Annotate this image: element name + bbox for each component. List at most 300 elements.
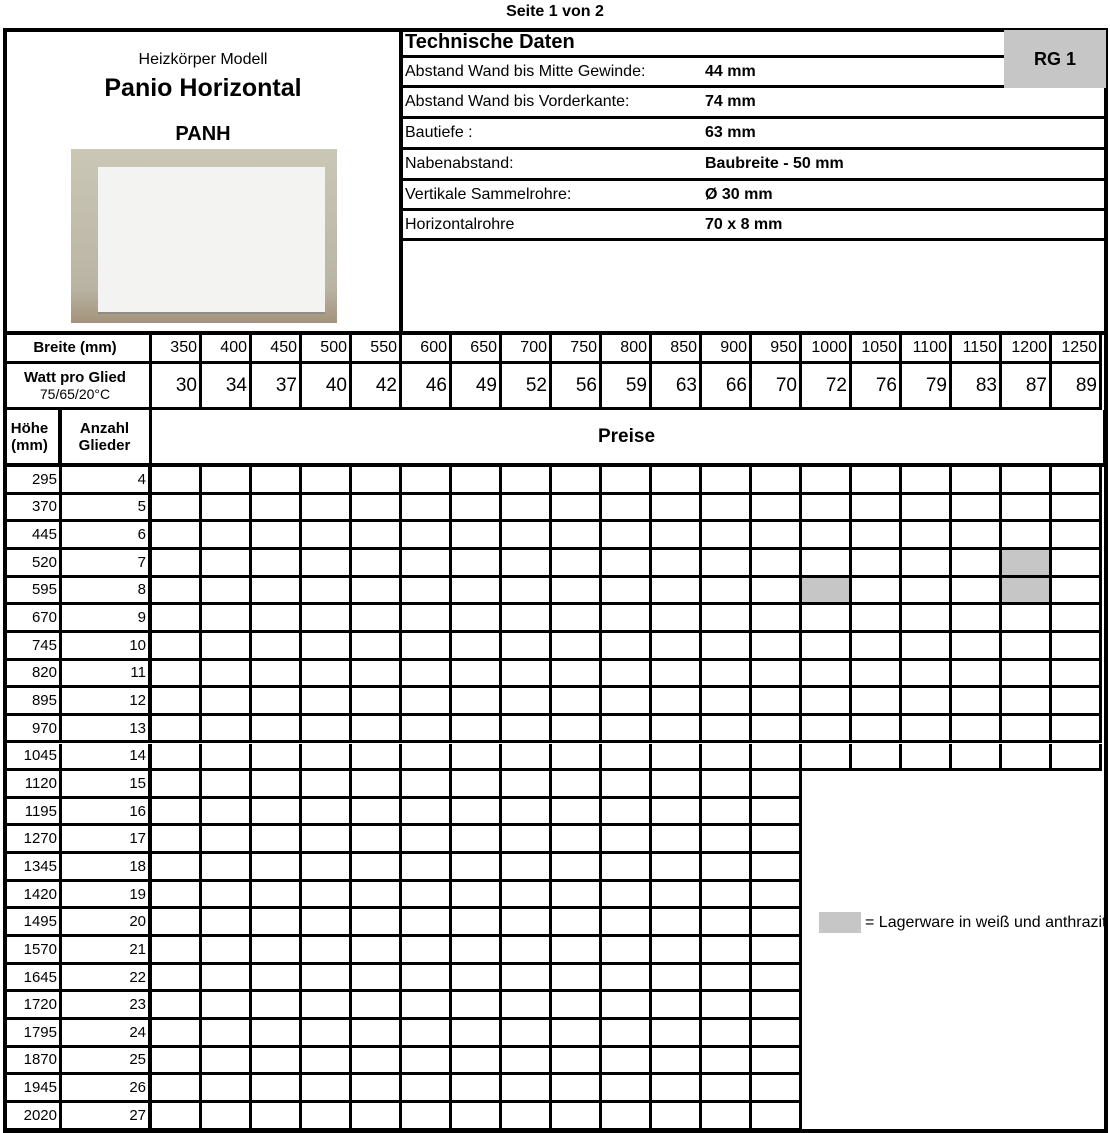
price-cell[interactable] — [802, 688, 852, 716]
price-cell[interactable] — [302, 909, 352, 937]
price-cell[interactable] — [752, 909, 802, 937]
price-cell[interactable] — [302, 882, 352, 910]
price-cell[interactable] — [352, 854, 402, 882]
price-cell[interactable] — [352, 550, 402, 578]
price-cell[interactable] — [902, 550, 952, 578]
price-cell[interactable] — [502, 1048, 552, 1076]
price-cell[interactable] — [702, 495, 752, 523]
price-cell[interactable] — [1002, 661, 1052, 689]
price-cell[interactable] — [552, 826, 602, 854]
price-cell[interactable] — [252, 495, 302, 523]
price-cell[interactable] — [752, 522, 802, 550]
price-cell[interactable] — [752, 605, 802, 633]
price-cell[interactable] — [252, 1048, 302, 1076]
price-cell[interactable] — [752, 882, 802, 910]
price-cell[interactable] — [502, 467, 552, 495]
price-cell[interactable] — [852, 633, 902, 661]
price-cell[interactable] — [402, 937, 452, 965]
price-cell[interactable] — [202, 467, 252, 495]
price-cell[interactable] — [452, 495, 502, 523]
price-cell[interactable] — [502, 854, 552, 882]
price-cell[interactable] — [602, 937, 652, 965]
price-cell[interactable] — [352, 1075, 402, 1103]
price-cell[interactable] — [652, 716, 702, 744]
price-cell[interactable] — [402, 771, 452, 799]
price-cell[interactable] — [952, 578, 1002, 606]
price-cell[interactable] — [752, 771, 802, 799]
price-cell[interactable] — [552, 744, 602, 772]
price-cell[interactable] — [152, 744, 202, 772]
price-cell[interactable] — [502, 1103, 552, 1131]
price-cell[interactable] — [502, 909, 552, 937]
price-cell[interactable] — [152, 578, 202, 606]
price-cell[interactable] — [252, 854, 302, 882]
price-cell[interactable] — [302, 799, 352, 827]
price-cell[interactable] — [352, 522, 402, 550]
price-cell[interactable] — [752, 1048, 802, 1076]
price-cell[interactable] — [502, 495, 552, 523]
price-cell[interactable] — [502, 578, 552, 606]
price-cell[interactable] — [702, 605, 752, 633]
price-cell[interactable] — [402, 826, 452, 854]
price-cell[interactable] — [302, 965, 352, 993]
price-cell[interactable] — [402, 550, 452, 578]
price-cell[interactable] — [252, 467, 302, 495]
price-cell[interactable] — [602, 1020, 652, 1048]
price-cell[interactable] — [702, 522, 752, 550]
price-cell[interactable] — [152, 882, 202, 910]
price-cell[interactable] — [552, 1103, 602, 1131]
price-cell[interactable] — [652, 522, 702, 550]
price-cell[interactable] — [552, 661, 602, 689]
price-cell[interactable] — [1052, 495, 1102, 523]
price-cell[interactable] — [752, 716, 802, 744]
price-cell[interactable] — [202, 854, 252, 882]
price-cell[interactable] — [702, 799, 752, 827]
price-cell[interactable] — [152, 467, 202, 495]
price-cell[interactable] — [252, 716, 302, 744]
price-cell[interactable] — [452, 965, 502, 993]
price-cell[interactable] — [352, 495, 402, 523]
price-cell[interactable] — [352, 937, 402, 965]
price-cell[interactable] — [902, 578, 952, 606]
price-cell[interactable] — [702, 1103, 752, 1131]
price-cell[interactable] — [202, 550, 252, 578]
price-cell[interactable] — [802, 578, 852, 606]
price-cell[interactable] — [802, 495, 852, 523]
price-cell[interactable] — [1052, 550, 1102, 578]
price-cell[interactable] — [602, 467, 652, 495]
price-cell[interactable] — [202, 578, 252, 606]
price-cell[interactable] — [452, 799, 502, 827]
price-cell[interactable] — [352, 688, 402, 716]
price-cell[interactable] — [1002, 467, 1052, 495]
price-cell[interactable] — [552, 716, 602, 744]
price-cell[interactable] — [602, 661, 652, 689]
price-cell[interactable] — [952, 744, 1002, 772]
price-cell[interactable] — [452, 605, 502, 633]
price-cell[interactable] — [752, 992, 802, 1020]
price-cell[interactable] — [452, 882, 502, 910]
price-cell[interactable] — [452, 1075, 502, 1103]
price-cell[interactable] — [702, 661, 752, 689]
price-cell[interactable] — [402, 744, 452, 772]
price-cell[interactable] — [902, 716, 952, 744]
price-cell[interactable] — [252, 688, 302, 716]
price-cell[interactable] — [602, 771, 652, 799]
price-cell[interactable] — [752, 633, 802, 661]
price-cell[interactable] — [302, 661, 352, 689]
price-cell[interactable] — [402, 1103, 452, 1131]
price-cell[interactable] — [402, 661, 452, 689]
price-cell[interactable] — [352, 1103, 402, 1131]
price-cell[interactable] — [902, 522, 952, 550]
price-cell[interactable] — [652, 937, 702, 965]
price-cell[interactable] — [502, 744, 552, 772]
price-cell[interactable] — [852, 578, 902, 606]
price-cell[interactable] — [652, 882, 702, 910]
price-cell[interactable] — [802, 605, 852, 633]
price-cell[interactable] — [652, 633, 702, 661]
price-cell[interactable] — [852, 550, 902, 578]
price-cell[interactable] — [202, 1103, 252, 1131]
price-cell[interactable] — [902, 744, 952, 772]
price-cell[interactable] — [752, 578, 802, 606]
price-cell[interactable] — [152, 826, 202, 854]
price-cell[interactable] — [802, 522, 852, 550]
price-cell[interactable] — [502, 826, 552, 854]
price-cell[interactable] — [352, 826, 402, 854]
price-cell[interactable] — [502, 1075, 552, 1103]
price-cell[interactable] — [852, 716, 902, 744]
price-cell[interactable] — [202, 1048, 252, 1076]
price-cell[interactable] — [602, 1103, 652, 1131]
price-cell[interactable] — [602, 578, 652, 606]
price-cell[interactable] — [552, 992, 602, 1020]
price-cell[interactable] — [202, 826, 252, 854]
price-cell[interactable] — [502, 522, 552, 550]
price-cell[interactable] — [1002, 605, 1052, 633]
price-cell[interactable] — [552, 522, 602, 550]
price-cell[interactable] — [302, 1075, 352, 1103]
price-cell[interactable] — [552, 633, 602, 661]
price-cell[interactable] — [652, 1103, 702, 1131]
price-cell[interactable] — [502, 716, 552, 744]
price-cell[interactable] — [902, 688, 952, 716]
price-cell[interactable] — [402, 882, 452, 910]
price-cell[interactable] — [702, 826, 752, 854]
price-cell[interactable] — [352, 1048, 402, 1076]
price-cell[interactable] — [152, 1048, 202, 1076]
price-cell[interactable] — [502, 965, 552, 993]
price-cell[interactable] — [1052, 688, 1102, 716]
price-cell[interactable] — [552, 771, 602, 799]
price-cell[interactable] — [152, 992, 202, 1020]
price-cell[interactable] — [152, 605, 202, 633]
price-cell[interactable] — [452, 909, 502, 937]
price-cell[interactable] — [252, 909, 302, 937]
price-cell[interactable] — [452, 661, 502, 689]
price-cell[interactable] — [202, 909, 252, 937]
price-cell[interactable] — [802, 633, 852, 661]
price-cell[interactable] — [752, 937, 802, 965]
price-cell[interactable] — [202, 965, 252, 993]
price-cell[interactable] — [502, 992, 552, 1020]
price-cell[interactable] — [752, 1103, 802, 1131]
price-cell[interactable] — [252, 550, 302, 578]
price-cell[interactable] — [902, 605, 952, 633]
price-cell[interactable] — [702, 578, 752, 606]
price-cell[interactable] — [302, 826, 352, 854]
price-cell[interactable] — [252, 882, 302, 910]
price-cell[interactable] — [202, 661, 252, 689]
price-cell[interactable] — [602, 550, 652, 578]
price-cell[interactable] — [452, 1020, 502, 1048]
price-cell[interactable] — [502, 1020, 552, 1048]
price-cell[interactable] — [202, 882, 252, 910]
price-cell[interactable] — [702, 1048, 752, 1076]
price-cell[interactable] — [402, 605, 452, 633]
price-cell[interactable] — [602, 826, 652, 854]
price-cell[interactable] — [1002, 578, 1052, 606]
price-cell[interactable] — [602, 882, 652, 910]
price-cell[interactable] — [1002, 633, 1052, 661]
price-cell[interactable] — [402, 467, 452, 495]
price-cell[interactable] — [402, 578, 452, 606]
price-cell[interactable] — [402, 1020, 452, 1048]
price-cell[interactable] — [1052, 578, 1102, 606]
price-cell[interactable] — [152, 771, 202, 799]
price-cell[interactable] — [202, 744, 252, 772]
price-cell[interactable] — [452, 578, 502, 606]
price-cell[interactable] — [952, 605, 1002, 633]
price-cell[interactable] — [752, 744, 802, 772]
price-cell[interactable] — [952, 716, 1002, 744]
price-cell[interactable] — [752, 854, 802, 882]
price-cell[interactable] — [302, 495, 352, 523]
price-cell[interactable] — [752, 661, 802, 689]
price-cell[interactable] — [652, 661, 702, 689]
price-cell[interactable] — [552, 605, 602, 633]
price-cell[interactable] — [252, 633, 302, 661]
price-cell[interactable] — [352, 744, 402, 772]
price-cell[interactable] — [502, 633, 552, 661]
price-cell[interactable] — [702, 688, 752, 716]
price-cell[interactable] — [652, 1020, 702, 1048]
price-cell[interactable] — [152, 937, 202, 965]
price-cell[interactable] — [352, 882, 402, 910]
price-cell[interactable] — [652, 744, 702, 772]
price-cell[interactable] — [302, 744, 352, 772]
price-cell[interactable] — [452, 550, 502, 578]
price-cell[interactable] — [952, 688, 1002, 716]
price-cell[interactable] — [302, 605, 352, 633]
price-cell[interactable] — [302, 771, 352, 799]
price-cell[interactable] — [752, 799, 802, 827]
price-cell[interactable] — [202, 937, 252, 965]
price-cell[interactable] — [652, 992, 702, 1020]
price-cell[interactable] — [152, 633, 202, 661]
price-cell[interactable] — [1002, 522, 1052, 550]
price-cell[interactable] — [202, 992, 252, 1020]
price-cell[interactable] — [652, 854, 702, 882]
price-cell[interactable] — [1052, 605, 1102, 633]
price-cell[interactable] — [402, 716, 452, 744]
price-cell[interactable] — [702, 1075, 752, 1103]
price-cell[interactable] — [1052, 661, 1102, 689]
price-cell[interactable] — [252, 826, 302, 854]
price-cell[interactable] — [402, 688, 452, 716]
price-cell[interactable] — [702, 909, 752, 937]
price-cell[interactable] — [852, 605, 902, 633]
price-cell[interactable] — [252, 937, 302, 965]
price-cell[interactable] — [252, 522, 302, 550]
price-cell[interactable] — [502, 661, 552, 689]
price-cell[interactable] — [352, 965, 402, 993]
price-cell[interactable] — [302, 467, 352, 495]
price-cell[interactable] — [452, 771, 502, 799]
price-cell[interactable] — [702, 992, 752, 1020]
price-cell[interactable] — [702, 882, 752, 910]
price-cell[interactable] — [552, 495, 602, 523]
price-cell[interactable] — [652, 771, 702, 799]
price-cell[interactable] — [852, 688, 902, 716]
price-cell[interactable] — [202, 1075, 252, 1103]
price-cell[interactable] — [152, 1020, 202, 1048]
price-cell[interactable] — [402, 1075, 452, 1103]
price-cell[interactable] — [752, 1020, 802, 1048]
price-cell[interactable] — [252, 744, 302, 772]
price-cell[interactable] — [552, 937, 602, 965]
price-cell[interactable] — [702, 467, 752, 495]
price-cell[interactable] — [852, 744, 902, 772]
price-cell[interactable] — [602, 965, 652, 993]
price-cell[interactable] — [902, 661, 952, 689]
price-cell[interactable] — [552, 467, 602, 495]
price-cell[interactable] — [252, 771, 302, 799]
price-cell[interactable] — [602, 688, 652, 716]
price-cell[interactable] — [852, 467, 902, 495]
price-cell[interactable] — [702, 965, 752, 993]
price-cell[interactable] — [652, 799, 702, 827]
price-cell[interactable] — [352, 799, 402, 827]
price-cell[interactable] — [552, 1020, 602, 1048]
price-cell[interactable] — [402, 909, 452, 937]
price-cell[interactable] — [452, 688, 502, 716]
price-cell[interactable] — [302, 937, 352, 965]
price-cell[interactable] — [352, 467, 402, 495]
price-cell[interactable] — [1052, 522, 1102, 550]
price-cell[interactable] — [202, 688, 252, 716]
price-cell[interactable] — [152, 854, 202, 882]
price-cell[interactable] — [252, 992, 302, 1020]
price-cell[interactable] — [302, 854, 352, 882]
price-cell[interactable] — [452, 992, 502, 1020]
price-cell[interactable] — [352, 909, 402, 937]
price-cell[interactable] — [452, 744, 502, 772]
price-cell[interactable] — [552, 799, 602, 827]
price-cell[interactable] — [302, 1048, 352, 1076]
price-cell[interactable] — [652, 1075, 702, 1103]
price-cell[interactable] — [702, 937, 752, 965]
price-cell[interactable] — [152, 965, 202, 993]
price-cell[interactable] — [252, 1020, 302, 1048]
price-cell[interactable] — [952, 661, 1002, 689]
price-cell[interactable] — [802, 744, 852, 772]
price-cell[interactable] — [302, 1103, 352, 1131]
price-cell[interactable] — [152, 495, 202, 523]
price-cell[interactable] — [252, 799, 302, 827]
price-cell[interactable] — [452, 633, 502, 661]
price-cell[interactable] — [752, 826, 802, 854]
price-cell[interactable] — [352, 578, 402, 606]
price-cell[interactable] — [452, 467, 502, 495]
price-cell[interactable] — [352, 661, 402, 689]
price-cell[interactable] — [602, 1075, 652, 1103]
price-cell[interactable] — [552, 1075, 602, 1103]
price-cell[interactable] — [502, 550, 552, 578]
price-cell[interactable] — [852, 495, 902, 523]
price-cell[interactable] — [202, 522, 252, 550]
price-cell[interactable] — [452, 854, 502, 882]
price-cell[interactable] — [352, 992, 402, 1020]
price-cell[interactable] — [552, 688, 602, 716]
price-cell[interactable] — [702, 771, 752, 799]
price-cell[interactable] — [202, 771, 252, 799]
price-cell[interactable] — [552, 882, 602, 910]
price-cell[interactable] — [602, 992, 652, 1020]
price-cell[interactable] — [502, 799, 552, 827]
price-cell[interactable] — [302, 716, 352, 744]
price-cell[interactable] — [1052, 716, 1102, 744]
price-cell[interactable] — [252, 1103, 302, 1131]
price-cell[interactable] — [202, 1020, 252, 1048]
price-cell[interactable] — [702, 716, 752, 744]
price-cell[interactable] — [152, 661, 202, 689]
price-cell[interactable] — [452, 937, 502, 965]
price-cell[interactable] — [302, 992, 352, 1020]
price-cell[interactable] — [652, 909, 702, 937]
price-cell[interactable] — [452, 826, 502, 854]
price-cell[interactable] — [402, 965, 452, 993]
price-cell[interactable] — [702, 550, 752, 578]
price-cell[interactable] — [402, 854, 452, 882]
price-cell[interactable] — [302, 550, 352, 578]
price-cell[interactable] — [552, 909, 602, 937]
price-cell[interactable] — [152, 909, 202, 937]
price-cell[interactable] — [1002, 716, 1052, 744]
price-cell[interactable] — [952, 522, 1002, 550]
price-cell[interactable] — [502, 937, 552, 965]
price-cell[interactable] — [602, 495, 652, 523]
price-cell[interactable] — [852, 661, 902, 689]
price-cell[interactable] — [1002, 495, 1052, 523]
price-cell[interactable] — [252, 965, 302, 993]
price-cell[interactable] — [652, 826, 702, 854]
price-cell[interactable] — [552, 578, 602, 606]
price-cell[interactable] — [902, 495, 952, 523]
price-cell[interactable] — [652, 688, 702, 716]
price-cell[interactable] — [152, 799, 202, 827]
price-cell[interactable] — [502, 605, 552, 633]
price-cell[interactable] — [302, 522, 352, 550]
price-cell[interactable] — [752, 688, 802, 716]
price-cell[interactable] — [652, 578, 702, 606]
price-cell[interactable] — [302, 1020, 352, 1048]
price-cell[interactable] — [702, 1020, 752, 1048]
price-cell[interactable] — [402, 1048, 452, 1076]
price-cell[interactable] — [702, 854, 752, 882]
